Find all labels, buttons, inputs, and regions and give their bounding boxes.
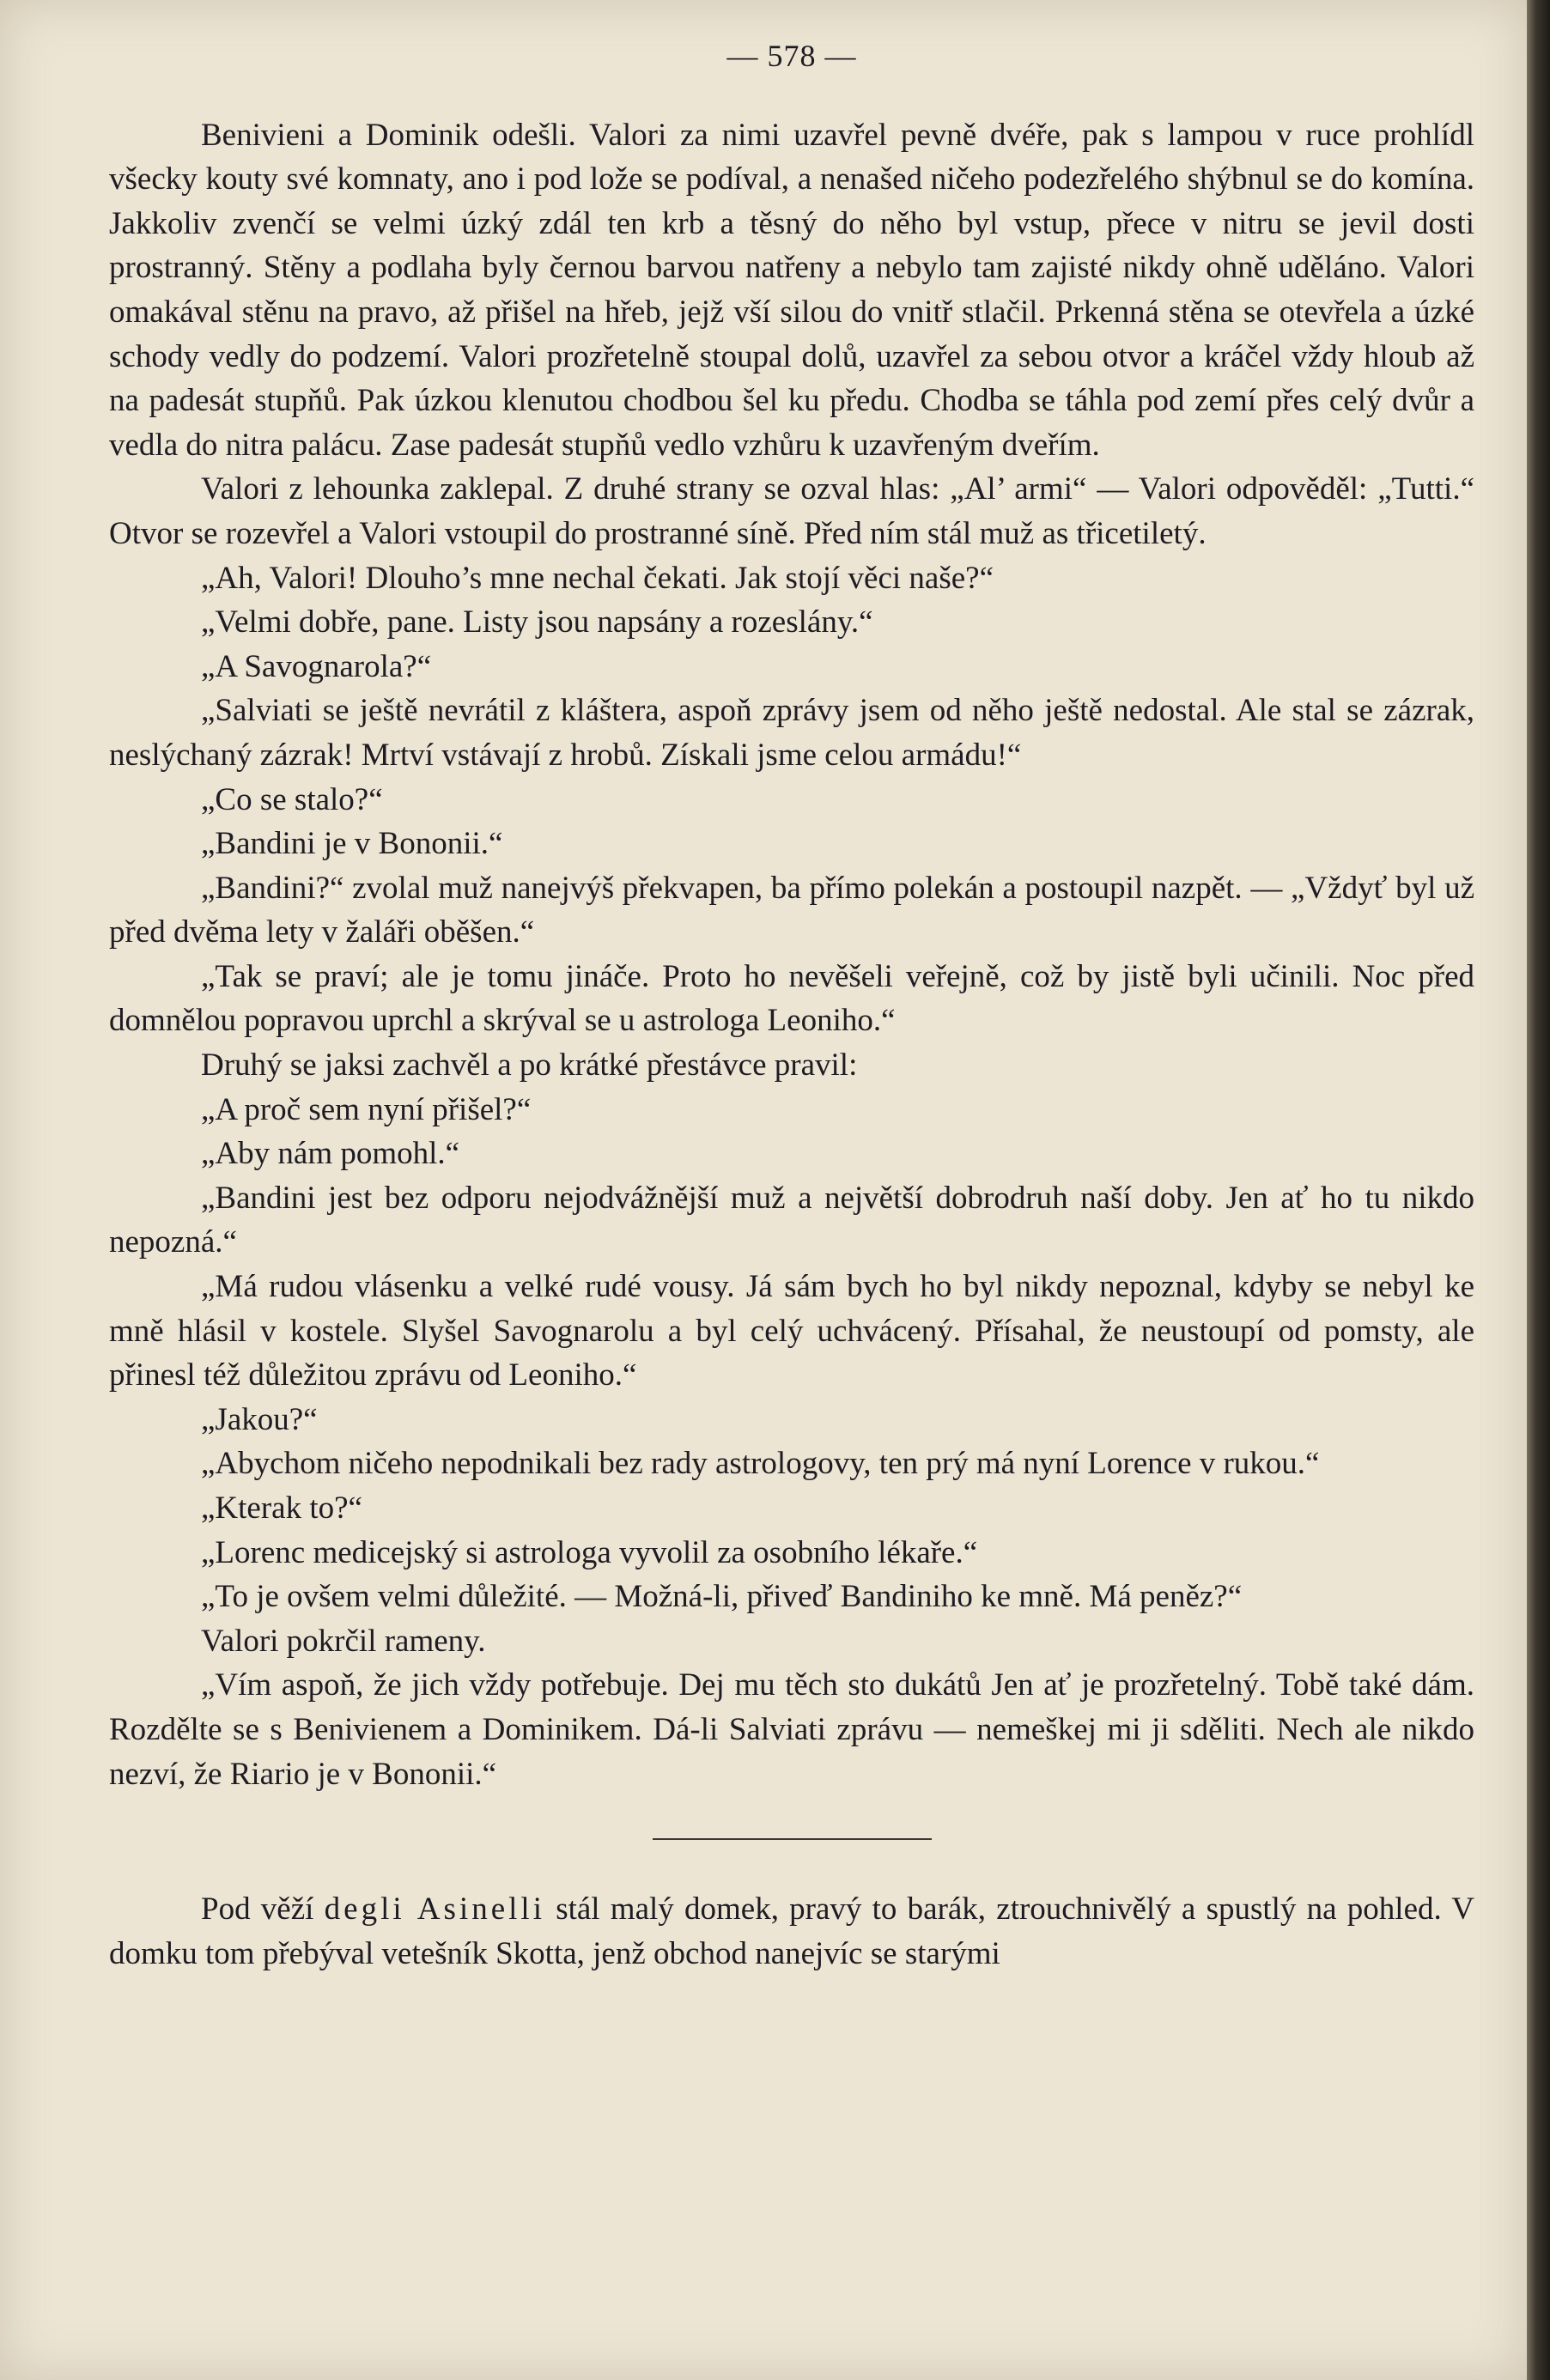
paragraph: „To je ovšem velmi důležité. — Možná-li, přiveď Bandiniho ke mně. Má peněz?“ — [201, 1579, 1243, 1615]
paragraph-text: stál malý domek, pravý to barák, ztrouchnivělý a spustlý na pohled. V domku tom přebýval vetešník Skotta, jenž obchod nanejvíc se starými — [109, 1891, 1475, 1971]
paragraph: Valori pokrčil rameny. — [201, 1623, 486, 1659]
page-text — [109, 34, 1474, 1976]
paragraph: Valori z lehounka zaklepal. Z druhé strany se ozval hlas: „Al’ armi“ — Valori odpověděl: „Tutti.“ Otvor se rozevřel a Valori vstoupil do prostranné síně. Před ním stál muž as třicetiletý. — [109, 471, 1474, 551]
paragraph: „Kterak to?“ — [201, 1491, 362, 1526]
paragraph-text: Pod věží — [201, 1891, 325, 1928]
paragraph: „Salviati se ještě nevrátil z kláštera, aspoň zprávy jsem od něho ještě nedostal. Ale stal se zázrak, neslýchaný zázrak! Mrtví vstávají z hrobů. Získali jsme celou armádu!“ — [109, 693, 1474, 773]
paragraph: Benivieni a Dominik odešli. Valori za nimi uzavřel pevně dvéře, pak s lampou v ruce prohlídl všecky kouty své komnaty, ano i pod lože se podíval, a nenašed ničeho podezřelého shýbnul se do komína. Jakkoliv zvenčí se velmi úzký zdál ten krb a těsný do něho byl vstup, přece v nitru se jevil dosti prostranný. Stěny a podlaha byly černou barvou natřeny a nebylo tam zajisté nikdy ohně uděláno. Valori omakával stěnu na pravo, až přišel na hřeb, jejž vší silou do vnitř stlačil. Prkenná stěna se otevřela a úzké schody vedly do podzemí. Valori prozřetelně stoupal dolů, uzavřel za sebou otvor a kráčel vždy hloub až na padesát stupňů. Pak úzkou klenutou chodbou šel ku předu. Chodba se táhla pod zemí přes celý dvůr a vedla do nitra palácu. Zase padesát stupňů vedlo vzhůru k uzavřeným dveřím. — [109, 117, 1474, 463]
paragraph — [109, 1887, 1474, 1976]
paragraph: „Tak se praví; ale je tomu jináče. Proto ho nevěšeli veřejně, což by jistě byli učinili. Noc před domnělou popravou uprchl a skrýval se u astrologa Leoniho.“ — [109, 958, 1474, 1039]
paragraph: „Ah, Valori! Dlouho’s mne nechal čekati. Jak stojí věci naše?“ — [201, 560, 994, 596]
paragraph: „Lorenc medicejský si astrologa vyvolil za osobního lékaře.“ — [201, 1534, 978, 1570]
page-number: — 578 — — [726, 39, 857, 73]
paragraph: „A Savognarola?“ — [201, 648, 432, 684]
paragraph: „Aby nám pomohl.“ — [201, 1136, 460, 1172]
paragraph: „Má rudou vlásenku a velké rudé vousy. Já sám bych ho byl nikdy nepoznal, kdyby se nebyl ke mně hlásil v kostele. Slyšel Savognarolu a byl celý uchvácený. Přísahal, že neustoupí od pomsty, ale přinesl též důležitou zprávu od Leoniho.“ — [109, 1269, 1474, 1393]
paragraph: „Bandini je v Bononii.“ — [201, 826, 503, 862]
paragraph: „Velmi dobře, pane. Listy jsou napsány a rozeslány.“ — [201, 604, 873, 641]
spaced-emphasis: degli Asinelli — [324, 1891, 545, 1928]
paragraph: „Abychom ničeho nepodnikali bez rady astrologovy, ten prý má nyní Lorence v rukou.“ — [201, 1446, 1320, 1482]
section-divider — [653, 1838, 932, 1840]
paragraph: „Bandini?“ zvolal muž nanejvýš překvapen, ba přímo polekán a postoupil nazpět. — „Vždyť byl už před dvěma lety v žaláři oběšen.“ — [109, 870, 1474, 950]
paragraph: „Co se stalo?“ — [201, 781, 383, 817]
paragraph: Druhý se jaksi zachvěl a po krátké přestávce pravil: — [201, 1047, 858, 1084]
paragraph: „A proč sem nyní přišel?“ — [201, 1091, 532, 1127]
page-edge-shadow — [1527, 0, 1550, 2380]
paragraph: „Bandini jest bez odporu nejodvážnější muž a největší dobrodruh naší doby. Jen ať ho tu nikdo nepozná.“ — [109, 1180, 1474, 1260]
paragraph: „Vím aspoň, že jich vždy potřebuje. Dej mu těch sto dukátů Jen ať je prozřetelný. Tobě také dám. Rozdělte se s Benivienem a Dominikem. Dá-li Salviati zprávu — nemeškej mi ji sděliti. Nech ale nikdo nezví, že Riario je v Bononii.“ — [109, 1667, 1474, 1792]
paragraph: „Jakou?“ — [201, 1401, 318, 1437]
